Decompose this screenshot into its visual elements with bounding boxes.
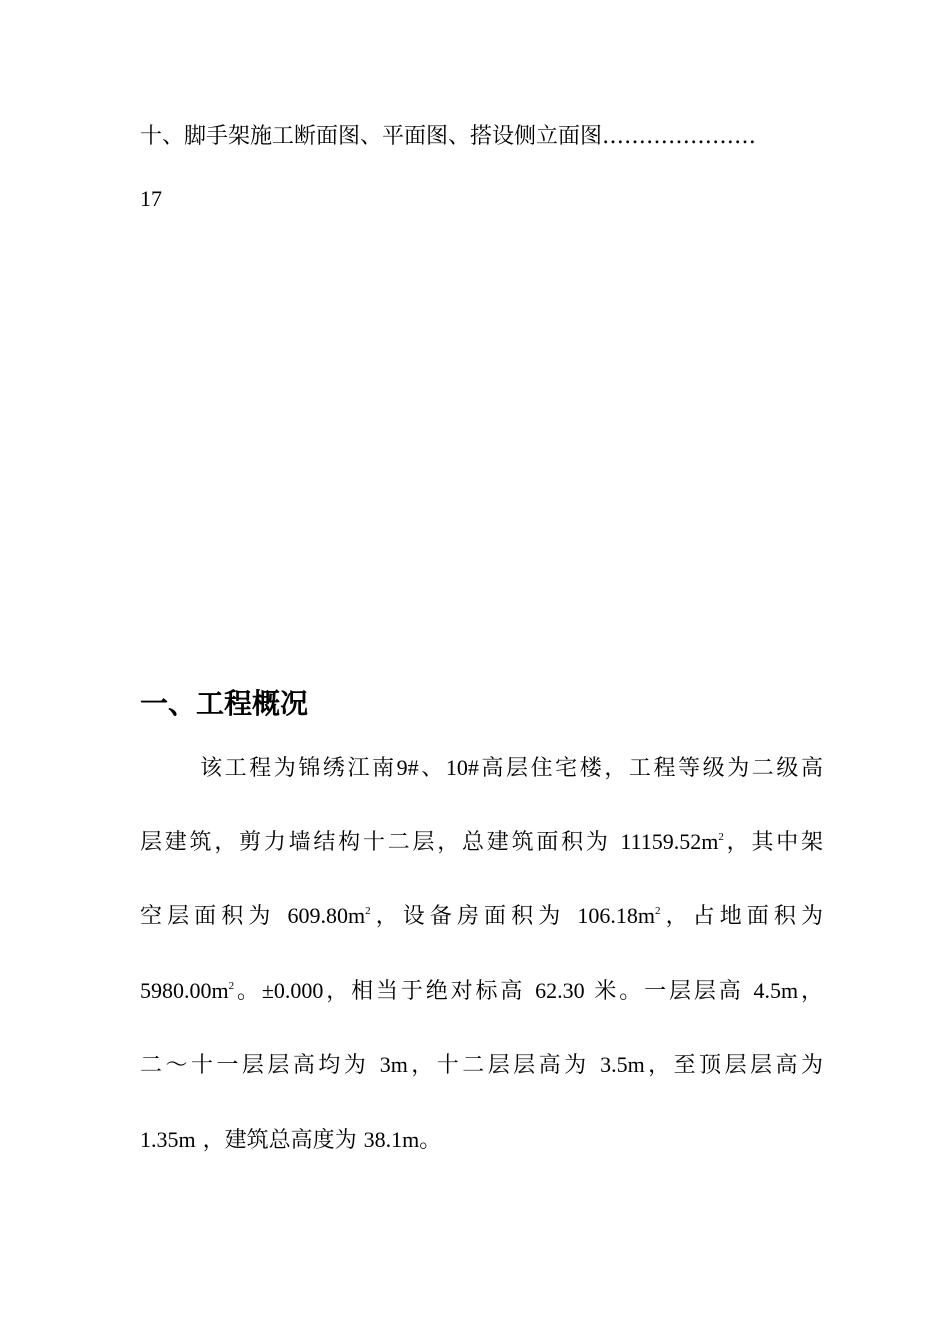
paragraph-line-2 bbox=[140, 827, 823, 858]
text-run: 1.35m bbox=[140, 1127, 196, 1152]
paragraph-line-5 bbox=[140, 1050, 823, 1081]
text-run: ，建筑总高度为 bbox=[195, 1128, 364, 1153]
text-run: 4.5m bbox=[753, 978, 799, 1003]
superscript: 2 bbox=[718, 831, 724, 843]
paragraph-line-1 bbox=[200, 753, 823, 784]
text-run: ， bbox=[798, 979, 823, 1004]
text-run: 5980.00m bbox=[140, 978, 229, 1003]
text-run: 、 bbox=[418, 756, 446, 781]
paragraph-line-4 bbox=[140, 976, 823, 1007]
paragraph-line-6 bbox=[140, 1125, 823, 1156]
text-run: 106.18m bbox=[577, 903, 655, 928]
superscript: 2 bbox=[228, 980, 235, 992]
text-run: 空层面积为 bbox=[140, 904, 288, 929]
text-run: 3.5m bbox=[600, 1052, 645, 1077]
paragraph-line-3 bbox=[140, 901, 823, 932]
toc-entry-page-number: 17 bbox=[140, 186, 162, 211]
text-run: ，占地面积为 bbox=[660, 904, 823, 929]
text-run: 10# bbox=[445, 755, 479, 780]
text-run: 米。一层层高 bbox=[584, 979, 754, 1004]
text-run: 3m bbox=[379, 1052, 408, 1077]
text-run: 609.80m bbox=[287, 903, 366, 928]
text-run: ，其中架 bbox=[723, 830, 823, 855]
text-run: 62.30 bbox=[535, 978, 585, 1003]
section-heading: 一、工程概况 bbox=[140, 687, 309, 720]
text-run: 。 bbox=[419, 1128, 442, 1153]
text-run: 高层住宅楼，工程等级为二级高 bbox=[478, 756, 823, 781]
text-run: ，十二层层高为 bbox=[407, 1053, 601, 1078]
superscript: 2 bbox=[365, 905, 371, 917]
text-run: 。 bbox=[234, 979, 262, 1004]
text-run: 二～十一层层高均为 bbox=[140, 1053, 380, 1078]
toc-entry-10[interactable] bbox=[140, 122, 824, 152]
text-run: ，设备房面积为 bbox=[370, 904, 578, 929]
text-run: 11159.52m bbox=[620, 829, 719, 854]
text-run: 该工程为锦绣江南 bbox=[200, 756, 397, 781]
text-run: 38.1m bbox=[363, 1127, 420, 1152]
superscript: 2 bbox=[655, 905, 661, 917]
toc-leader-dots: ………………… bbox=[602, 124, 757, 149]
text-run: ，至顶层层高为 bbox=[644, 1053, 823, 1078]
toc-entry-title: 十、脚手架施工断面图、平面图、搭设侧立面图 bbox=[140, 124, 603, 149]
text-run: ±0.000 bbox=[261, 978, 324, 1003]
text-run: 9# bbox=[396, 755, 419, 780]
text-run: 层建筑，剪力墙结构十二层，总建筑面积为 bbox=[140, 830, 621, 855]
text-run: ，相当于绝对标高 bbox=[323, 979, 536, 1004]
